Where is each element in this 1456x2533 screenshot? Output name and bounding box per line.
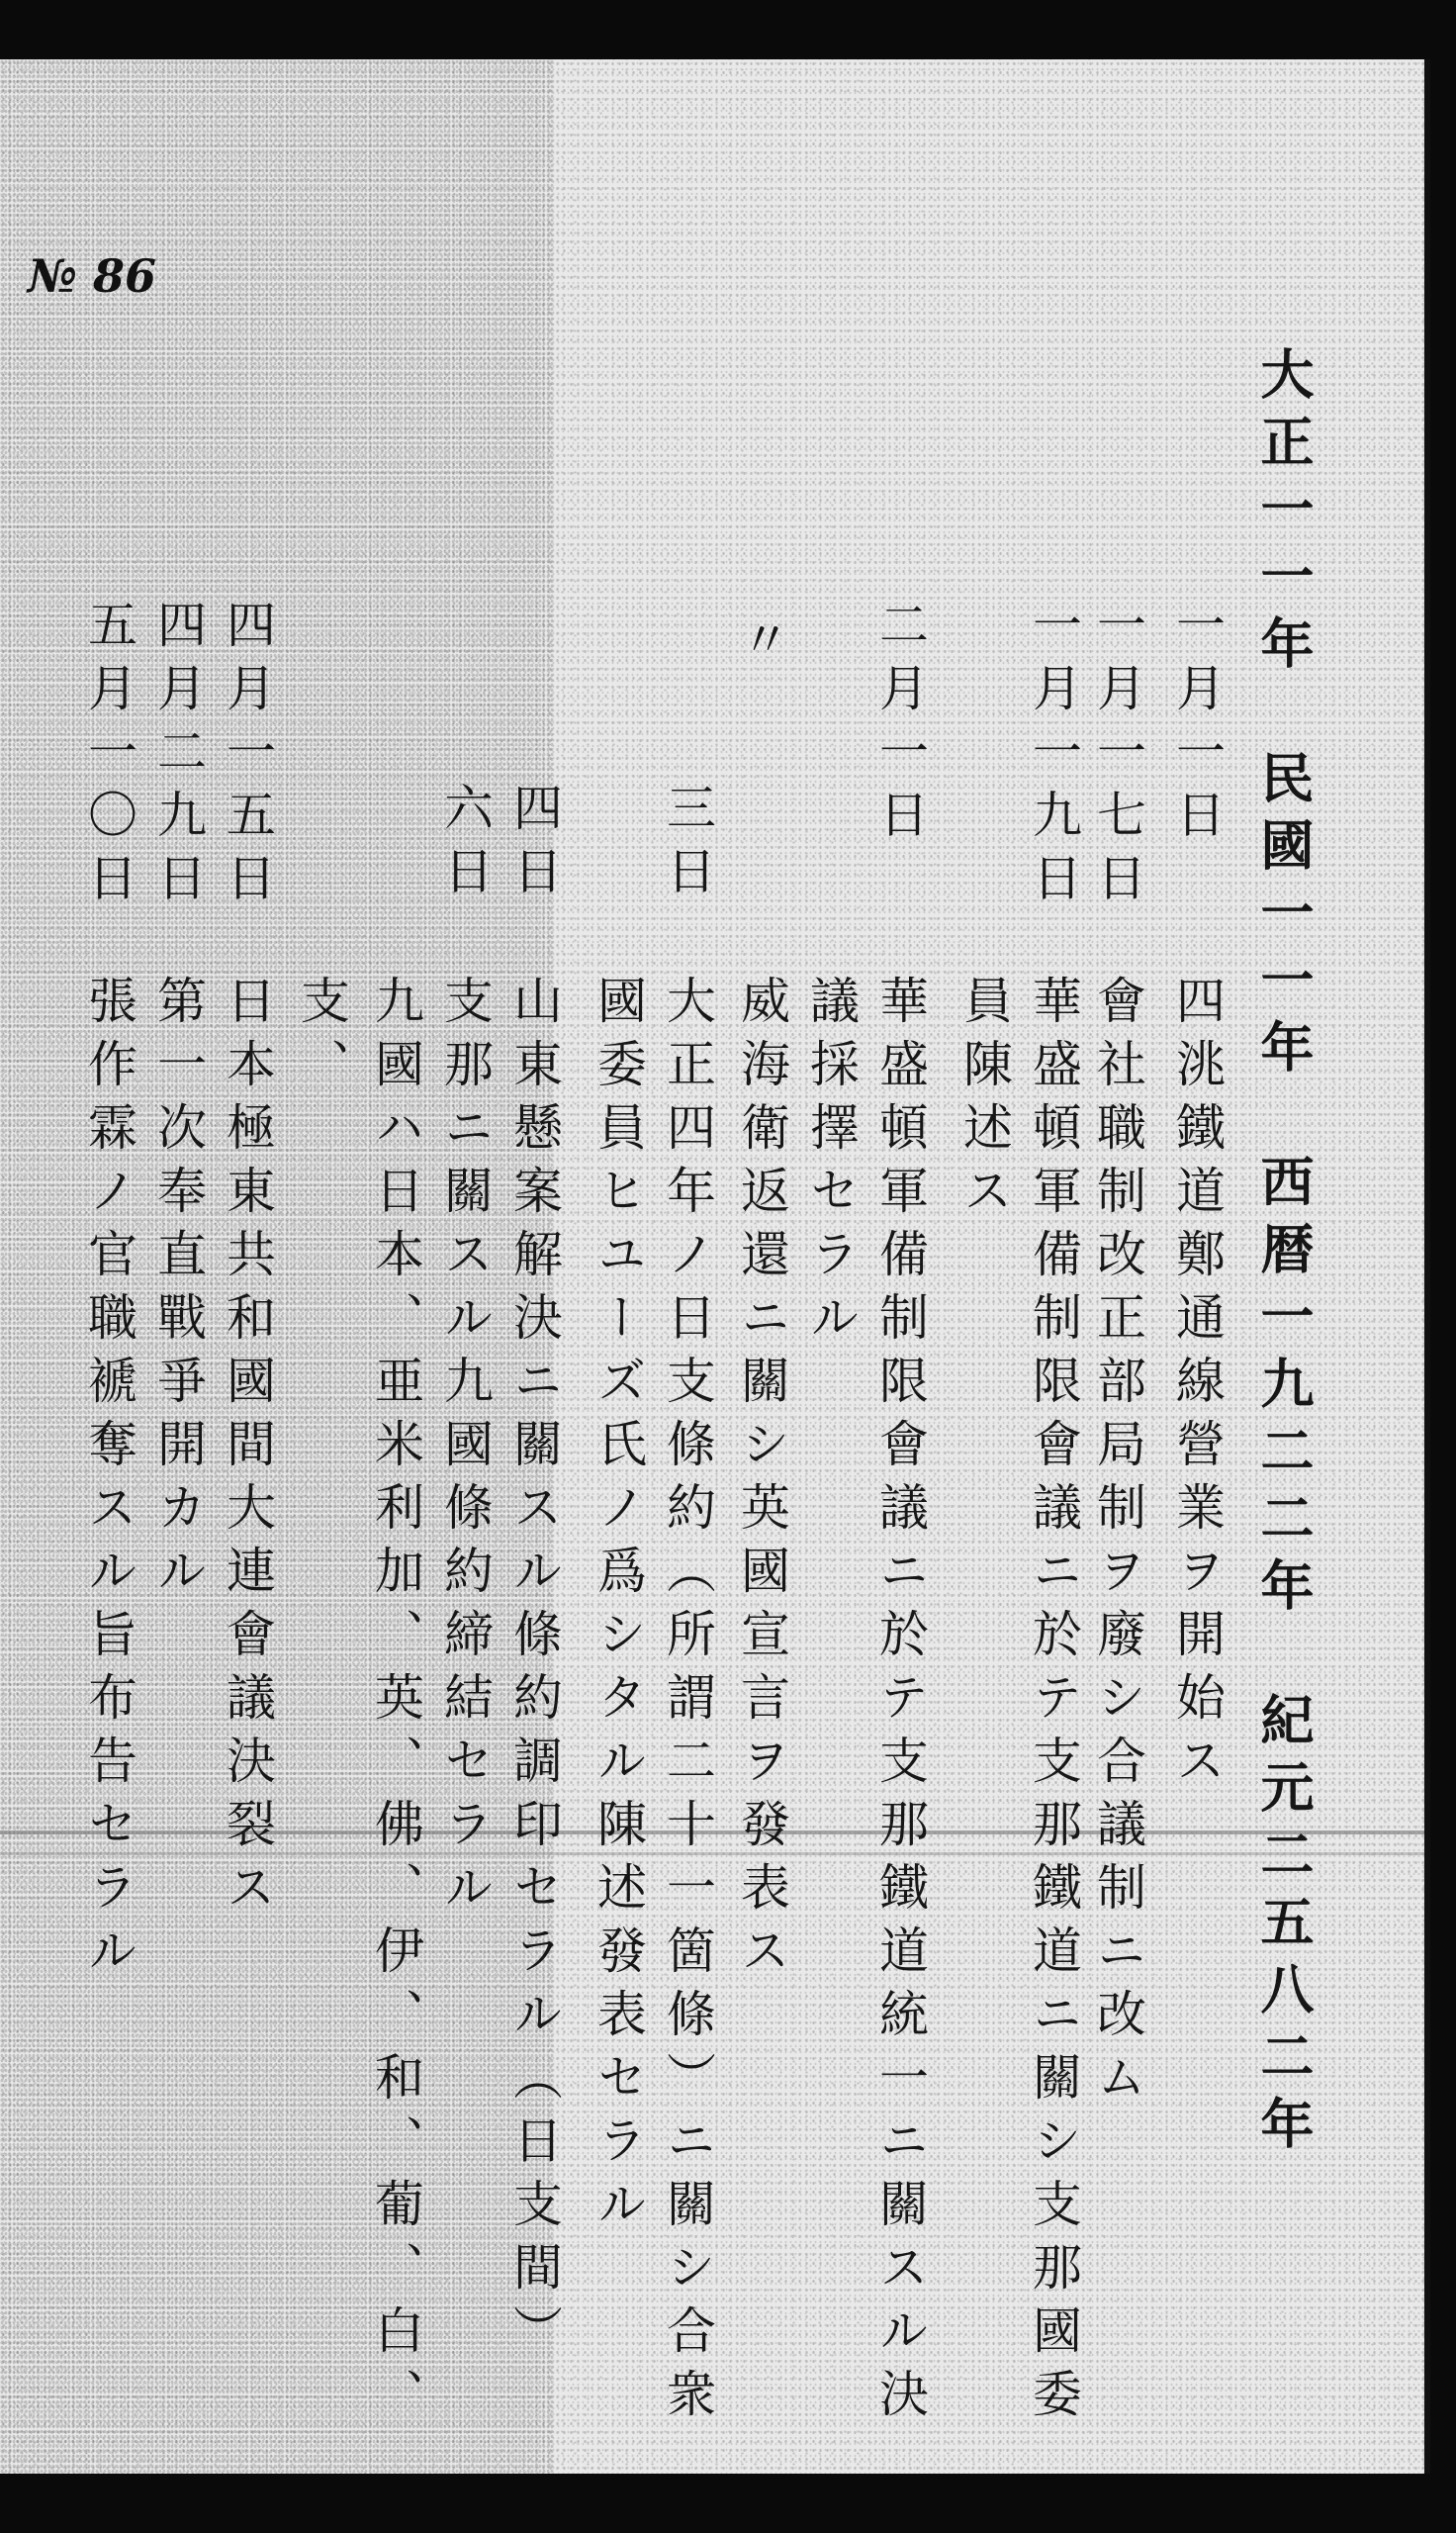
entry-text: 山東懸案解決ニ關スル條約調印セラル（日支間）: [505, 975, 563, 2368]
entry-text: 日本極東共和國間大連會議決裂ス: [219, 975, 276, 1924]
entry-text: 支那ニ關スル九國條約締結セラル: [436, 975, 494, 1924]
entry-text: 威海衛返還ニ關シ英國宣言ヲ發表ス: [733, 975, 790, 1988]
entry-text: 華盛頓軍備制限會議ニ於テ支那鐵道ニ關シ支那國委: [1025, 975, 1082, 2431]
entry-text: 大正四年ノ日支條約（所謂二十一箇條）ニ關シ合衆: [659, 975, 716, 2431]
entry-text: 華盛頓軍備制限會議ニ於テ支那鐵道統一ニ關スル決: [871, 975, 929, 2431]
entry-text-continuation: 議採擇セラル: [802, 975, 860, 1355]
entry-text-continuation: 九國ハ日本、亜米利加、英、佛、伊、和、葡、白、: [367, 975, 424, 2431]
year-heading: 大正一一年 民國一一年 西暦一九二二年 紀元二五八二年: [1252, 346, 1315, 2163]
entry-date: 一月一日: [1168, 599, 1226, 852]
page-edge-shadow: [1430, 59, 1456, 2474]
entry-text: 會社職制改正部局制ヲ廢シ合議制ニ改ム: [1089, 975, 1146, 2114]
entry-text-continuation: 員陳述ス: [956, 975, 1013, 1228]
entry-date: 四月一五日: [219, 599, 276, 915]
page-number: № 86: [28, 249, 157, 303]
entry-date: 四月二九日: [149, 599, 207, 915]
entry-date: 一月一九日: [1025, 599, 1082, 915]
entry-date: 二月一日: [871, 599, 929, 852]
entry-text: 張作霖ノ官職褫奪スル旨布告セラル: [80, 975, 137, 1988]
entry-date: 〃: [733, 613, 790, 677]
entry-text-continuation: 國委員ヒユーズ氏ノ爲シタル陳述發表セラル: [590, 975, 647, 2241]
entry-date: 一月一七日: [1089, 599, 1146, 915]
entry-text: 四洮鐵道鄭通線營業ヲ開始ス: [1168, 975, 1226, 1798]
entry-text: 第一次奉直戰爭開カル: [149, 975, 207, 1608]
entry-date: 四日: [505, 782, 563, 908]
entry-date: 六日: [436, 782, 494, 908]
entry-date: 五月一〇日: [80, 599, 137, 915]
entry-date: 三日: [659, 782, 716, 908]
document-page: [0, 59, 1430, 2474]
entry-text-continuation: 支、: [293, 975, 350, 1101]
